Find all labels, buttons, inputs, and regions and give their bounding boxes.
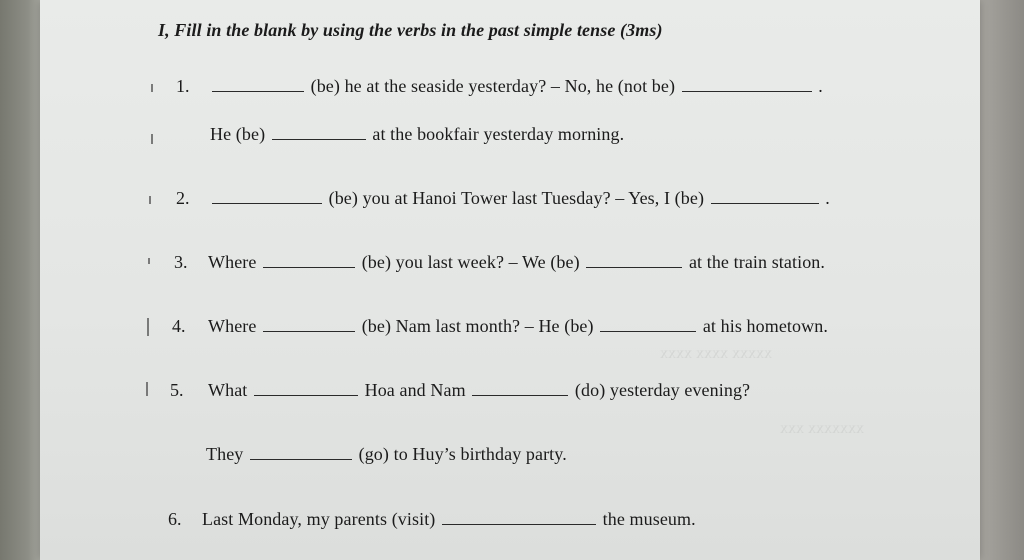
- item-number: 5.: [170, 380, 184, 400]
- answer-blank[interactable]: [250, 445, 352, 460]
- answer-blank[interactable]: [263, 253, 355, 268]
- bleed-through-text: xxxxx xxxx xxxx: [660, 345, 772, 362]
- answer-blank[interactable]: [442, 510, 596, 525]
- worksheet-title: I, Fill in the blank by using the verbs in the past simple tense (3ms): [158, 20, 663, 40]
- bleed-through-text: xxxxxxx xxx: [780, 420, 864, 437]
- answer-blank[interactable]: [212, 77, 304, 92]
- item-number: 6.: [168, 509, 182, 529]
- item-5-line-2-start: They: [206, 444, 244, 464]
- desk-edge-left: [0, 0, 40, 560]
- item-1-line-1: [210, 76, 823, 97]
- margin-mark: [146, 382, 148, 396]
- item-3-verb-text: (be) you last week? – We (be): [361, 252, 580, 272]
- item-4-line: [208, 316, 828, 337]
- item-3-end: at the train station.: [688, 252, 826, 272]
- item-4-start: Where: [208, 316, 257, 336]
- item-4-end: at his hometown.: [702, 316, 828, 336]
- margin-mark: [151, 134, 153, 144]
- item-2-line: [210, 188, 830, 209]
- margin-mark: [149, 196, 151, 204]
- answer-blank[interactable]: [600, 317, 696, 332]
- answer-blank[interactable]: [682, 77, 812, 92]
- item-1-line-2: [210, 124, 624, 145]
- answer-blank[interactable]: [711, 189, 819, 204]
- item-5-end: (do) yesterday evening?: [574, 380, 751, 400]
- item-3-line: [208, 252, 825, 273]
- answer-blank[interactable]: [272, 125, 366, 140]
- desk-edge-right: [978, 0, 1024, 560]
- item-3-start: Where: [208, 252, 257, 272]
- item-5-line-1: [208, 380, 750, 401]
- item-number: 3.: [174, 252, 188, 272]
- item-1-line-2-end: at the bookfair yesterday morning.: [372, 124, 625, 144]
- answer-blank[interactable]: [586, 253, 682, 268]
- item-number: 1.: [176, 76, 190, 96]
- item-number: 2.: [176, 188, 190, 208]
- item-5-start: What: [208, 380, 248, 400]
- item-5-line-2-end: (go) to Huy’s birthday party.: [358, 444, 567, 464]
- answer-blank[interactable]: [254, 381, 358, 396]
- item-2-end: .: [825, 188, 830, 208]
- item-4-verb-text: (be) Nam last month? – He (be): [361, 316, 594, 336]
- margin-mark: [148, 258, 150, 264]
- margin-mark: [147, 318, 149, 336]
- item-6-start: Last Monday, my parents (visit): [202, 509, 436, 529]
- item-5-line-2: [206, 444, 567, 465]
- item-1-end: .: [818, 76, 823, 96]
- item-6-end: the museum.: [602, 509, 696, 529]
- item-1-verb-text: (be) he at the seaside yesterday? – No, he (not be): [310, 76, 676, 96]
- answer-blank[interactable]: [472, 381, 568, 396]
- answer-blank[interactable]: [212, 189, 322, 204]
- item-number: 4.: [172, 316, 186, 336]
- answer-blank[interactable]: [263, 317, 355, 332]
- worksheet-paper: [40, 0, 980, 560]
- margin-mark: [151, 84, 153, 92]
- item-1-line-2-start: He (be): [210, 124, 266, 144]
- item-2-verb-text: (be) you at Hanoi Tower last Tuesday? – Yes, I (be): [328, 188, 705, 208]
- item-5-middle: Hoa and Nam: [364, 380, 466, 400]
- item-6-line: [202, 509, 696, 530]
